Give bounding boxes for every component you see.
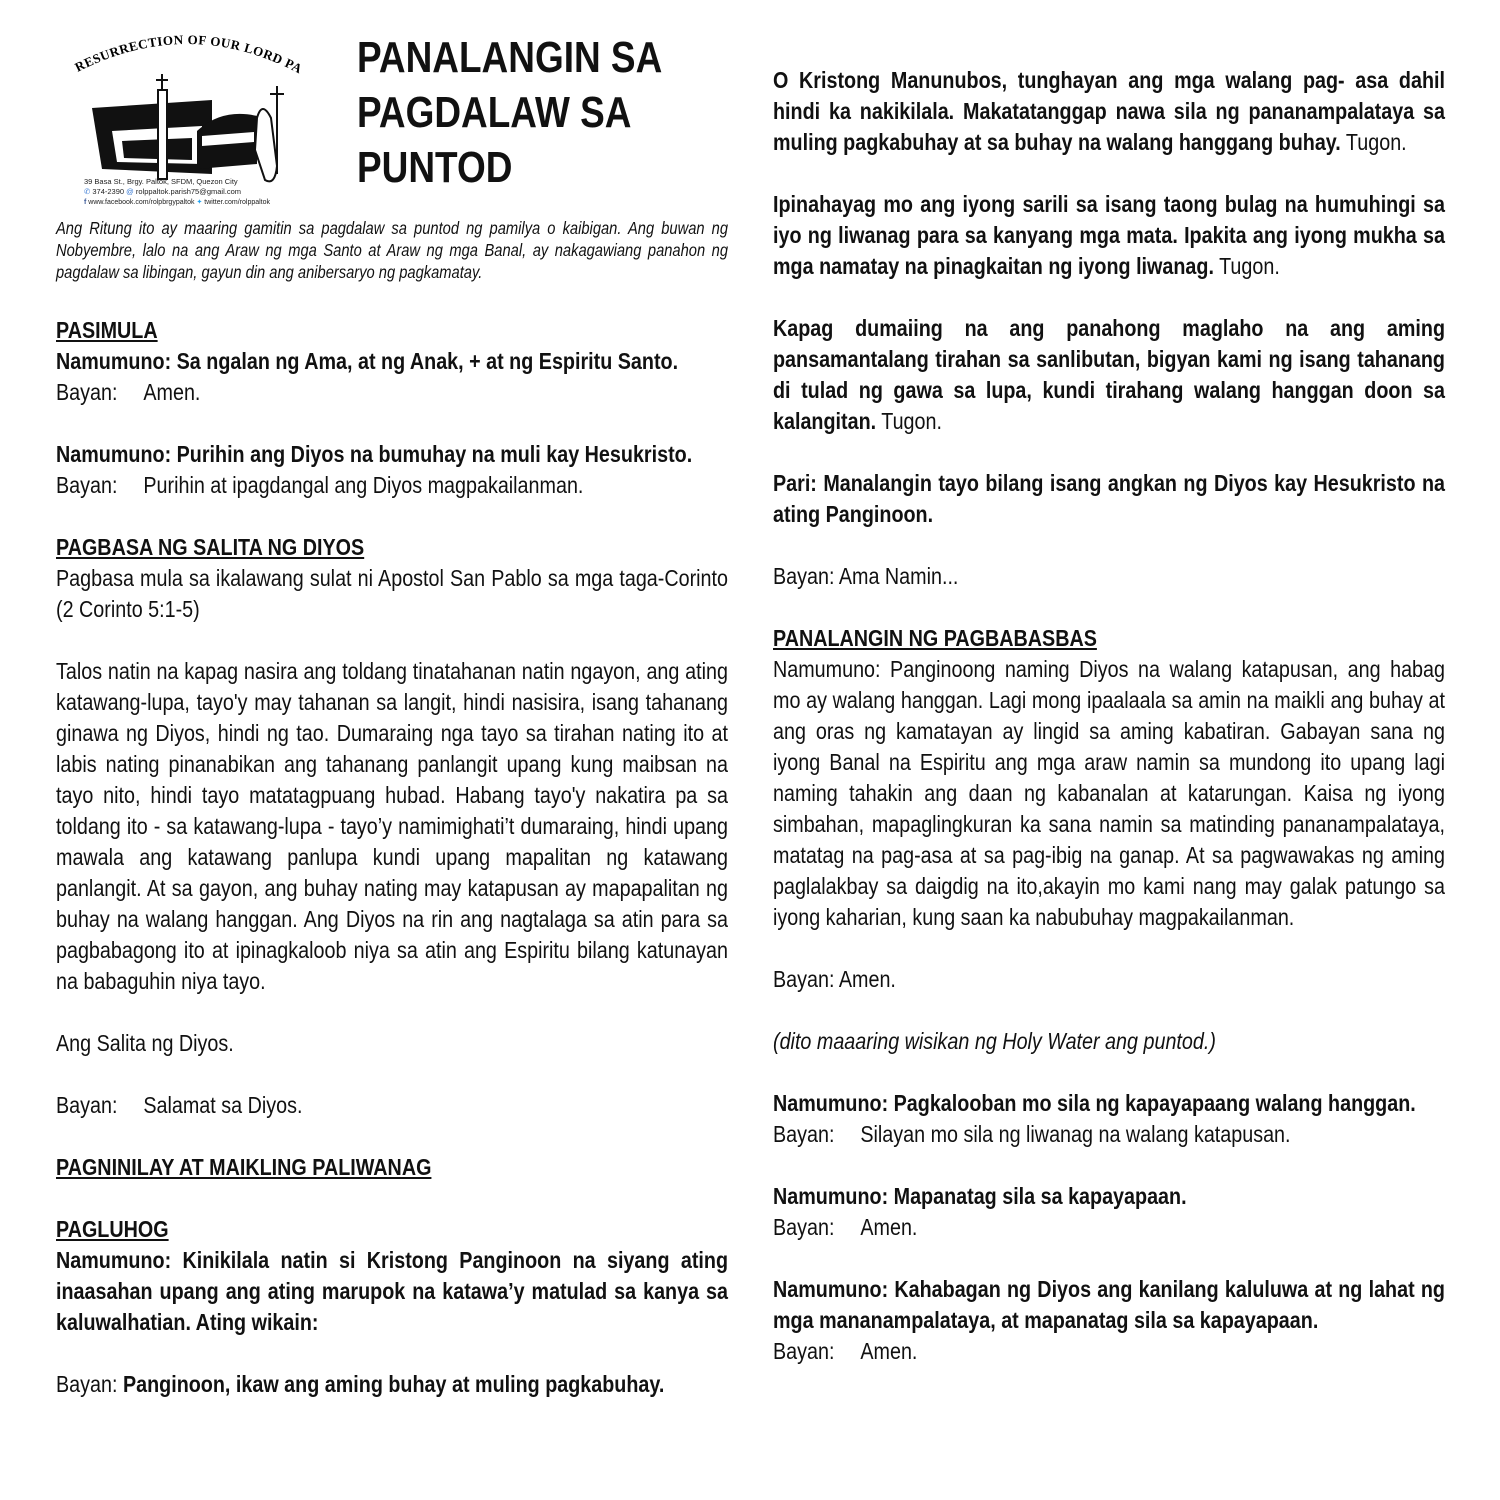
- title-line: PUNTOD: [357, 143, 513, 192]
- paragraph: [56, 1369, 728, 1400]
- response-label: Bayan:: [773, 1214, 835, 1240]
- logo-arc-text: RESURRECTION OF OUR LORD PA: [72, 34, 306, 77]
- text-segment: Ipinahayag mo ang iyong sarili sa isang taong bulag na humuhingi sa iyo ng liwanag para sa kanyang mga mata. Ipakita ang iyong mukha sa mga namatay na pinagkaitan ng iyong liwanag.: [773, 191, 1445, 279]
- paragraph: [56, 656, 728, 997]
- text-segment: Amen.: [860, 1338, 918, 1364]
- text-segment: Silayan mo sila ng liwanag na walang katapusan.: [860, 1121, 1291, 1147]
- paragraph: [773, 1026, 1445, 1057]
- response-label: Bayan:: [56, 379, 118, 405]
- section-heading: [56, 532, 728, 563]
- paragraph: [773, 654, 1445, 933]
- section-heading: [773, 623, 1445, 654]
- response-label: Bayan:: [56, 472, 118, 498]
- paragraph: [56, 1028, 728, 1059]
- parish-logo: [62, 34, 312, 212]
- text-segment: Bayan: Ama Namin...: [773, 563, 959, 589]
- text-segment: Namumuno: Pagkalooban mo sila ng kapayapaang walang hanggan.: [773, 1090, 1416, 1116]
- text-segment: Namumuno: Sa ngalan ng Ama, at ng Anak, + at ng Espiritu Santo.: [56, 348, 679, 374]
- text-segment: Tugon.: [876, 408, 942, 434]
- paragraph: [56, 439, 728, 470]
- paragraph: [773, 1181, 1445, 1212]
- logo-address: 39 Basa St., Brgy. Paltok, SFDM, Quezon City: [84, 177, 238, 186]
- text-segment: (dito maaaring wisikan ng Holy Water ang puntod.): [773, 1028, 1216, 1054]
- facebook-icon: f: [84, 199, 89, 206]
- text-segment: Namumuno: Panginoong naming Diyos na walang katapusan, ang habag mo ay walang hanggan. Lagi mong ipaalaala sa amin na maikli ang buhay at ang oras ng kamatayan ay lingid sa aming kabatiran. Gabayan sana ng iyong Banal na Espiritu ang mga araw namin sa mundong ito upang lagi naming tahakin ang daan ng kabanalan at katarungan. Kaisa ng iyong simbahan, mapaglingkuran ka sana namin sa matinding pananampalataya, matatag na pag-asa at sa pag-ibig na ganap. At sa pagwawakas ng aming paglalakbay sa daigdig na ito,akayin mo kami nang may galak patungo sa iyong kaharian, kung saan ka nabubuhay magpakailanman.: [773, 656, 1445, 930]
- paragraph: [773, 1212, 1445, 1243]
- text-segment: PANALANGIN NG PAGBABASBAS: [773, 625, 1097, 651]
- paragraph: [773, 561, 1445, 592]
- logo-twitter: twitter.com/rolppaltok: [204, 199, 271, 206]
- paragraph: [773, 189, 1445, 282]
- text-segment: O Kristong Manunubos, tunghayan ang mga walang pag- asa dahil hindi ka nakikilala. Makatatanggap nawa sila ng pananampalataya sa muling pagkabuhay at sa buhay na walang hanggang buhay.: [773, 67, 1445, 155]
- paragraph: [56, 346, 728, 377]
- paragraph: [56, 377, 728, 408]
- phone-icon: ✆: [84, 187, 93, 196]
- text-segment: Namumuno: Kinikilala natin si Kristong Panginoon na siyang ating inaasahan upang ang ating marupok na katawa’y matulad sa kanya sa kaluwalhatian. Ating wikain:: [56, 1247, 728, 1335]
- section-heading: [56, 1152, 728, 1183]
- response-label: Bayan:: [773, 1338, 835, 1364]
- text-segment: Namumuno: Kahabagan ng Diyos ang kanilang kaluluwa at ng lahat ng mga mananampalataya, at mapanatag sila sa kapayapaan.: [773, 1276, 1445, 1333]
- text-segment: PASIMULA: [56, 317, 158, 343]
- paragraph: [773, 964, 1445, 995]
- response-label: Bayan:: [56, 1092, 118, 1118]
- text-segment: Kapag dumaiing na ang panahong maglaho na ang aming pansamantalang tirahan sa sanlibutan, bigyan kami ng isang tahanang di tulad ng gawa sa lupa, kundi tirahang walang hanggan doon sa kalangitan.: [773, 315, 1445, 434]
- paragraph: [56, 1245, 728, 1338]
- text-segment: Bayan:: [56, 1371, 123, 1397]
- paragraph: [773, 313, 1445, 437]
- paragraph: [56, 470, 728, 501]
- logo-facebook: www.facebook.com/rolpbrgypaltok: [88, 199, 195, 206]
- svg-text:✆ 374-2390 @ rolppaltok.parish: [84, 187, 241, 196]
- left-column: [56, 315, 728, 1400]
- text-segment: Talos natin na kapag nasira ang toldang tinatahanan natin ngayon, ang ating katawang-lupa, tayo'y may tahanan sa langit, hindi nasisira, isang tahanang ginawa ng Diyos, hindi ng tao. Dumaraing nga tayo sa tirahan nating ito at labis nating pinanabikan ang tahanang panlangit upang kung maibsan na tayo nito, hindi tayo matatagpuang hubad. Habang tayo'y nakatira pa sa toldang ito - sa katawang-lupa - tayo’y namimighati’t dumaraing, hindi upang mawala ang katawang panlupa kundi upang mapalitan ng katawang panlangit. At sa gayon, ang buhay nating may katapusan ay mapapalitan ng buhay na walang hanggan. Ang Diyos na rin ang nagtalaga sa atin para sa pagbabagong ito at ipinagkaloob niya sa atin ang Espiritu bilang katunayan na babaguhin niya tayo.: [56, 658, 728, 994]
- text-segment: Ang Salita ng Diyos.: [56, 1030, 234, 1056]
- paragraph: [773, 1336, 1445, 1367]
- text-segment: PAGBASA NG SALITA NG DIYOS: [56, 534, 365, 560]
- text-segment: PAGNINILAY AT MAIKLING PALIWANAG: [56, 1154, 432, 1180]
- logo-phone: 374-2390: [92, 187, 125, 196]
- text-segment: Pari: Manalangin tayo bilang isang angkan ng Diyos kay Hesukristo na ating Panginoon.: [773, 470, 1445, 527]
- email-icon: @: [124, 187, 136, 196]
- paragraph: [773, 1274, 1445, 1336]
- text-segment: Purihin at ipagdangal ang Diyos magpakailanman.: [143, 472, 584, 498]
- paragraph: [773, 1119, 1445, 1150]
- text-segment: Salamat sa Diyos.: [143, 1092, 303, 1118]
- svg-text:RESURRECTION OF OUR LORD PARIS: [62, 34, 305, 76]
- text-segment: Amen.: [143, 379, 201, 405]
- text-segment: Pagbasa mula sa ikalawang sulat ni Apostol San Pablo sa mga taga-Corinto (2 Corinto 5:1-5): [56, 565, 728, 622]
- paragraph: [56, 563, 728, 625]
- text-segment: Panginoon, ikaw ang aming buhay at muling pagkabuhay.: [122, 1371, 665, 1397]
- text-segment: Namumuno: Purihin ang Diyos na bumuhay na muli kay Hesukristo.: [56, 441, 693, 467]
- text-segment: Tugon.: [1213, 253, 1280, 279]
- paragraph: [773, 65, 1445, 158]
- paragraph: [773, 1088, 1445, 1119]
- intro-note: Ang Ritung ito ay maaring gamitin sa pagdalaw sa puntod ng pamilya o kaibigan. Ang buwan ng Nobyembre, lalo na ang Araw ng mga Santo at Araw ng mga Banal, ay nakagawiang panahon ng pagdalaw sa libingan, gayun din ang anibersaryo ng pagkamatay.: [56, 218, 728, 282]
- text-segment: Tugon.: [1340, 129, 1407, 155]
- response-label: Bayan:: [773, 1121, 835, 1147]
- logo-email: rolppaltok.parish75@gmail.com: [135, 187, 242, 196]
- paragraph: [773, 468, 1445, 530]
- section-heading: [56, 315, 728, 346]
- title-line: PAGDALAW SA: [357, 88, 632, 137]
- text-segment: PAGLUHOG: [56, 1216, 169, 1242]
- right-column: [773, 65, 1445, 1367]
- page-title: [357, 30, 662, 195]
- svg-text:f www.facebook.com/rolpbrgypal: [84, 198, 271, 206]
- text-segment: Namumuno: Mapanatag sila sa kapayapaan.: [773, 1183, 1187, 1209]
- paragraph: [56, 1090, 728, 1121]
- twitter-icon: ✦: [194, 199, 205, 206]
- text-segment: Amen.: [860, 1214, 918, 1240]
- title-line: PANALANGIN SA: [357, 33, 663, 82]
- section-heading: [56, 1214, 728, 1245]
- text-segment: Bayan: Amen.: [773, 966, 896, 992]
